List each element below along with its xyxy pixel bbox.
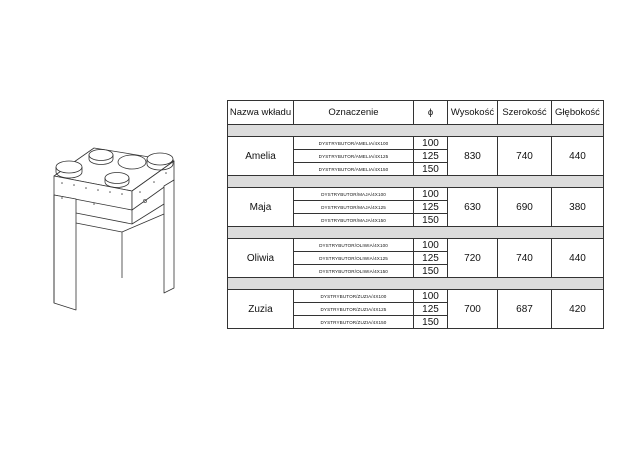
header-phi: ɸ: [414, 101, 448, 125]
product-code: DYSTRYBUTOR/OLIWIA/4X125: [294, 252, 414, 265]
depth-value: 420: [552, 290, 604, 329]
product-code: DYSTRYBUTOR/AMELIA/4X100: [294, 137, 414, 150]
product-name: Maja: [228, 188, 294, 227]
table-row: [228, 137, 604, 150]
table-header-row: [228, 101, 604, 125]
header-depth: Głębokość: [552, 101, 604, 125]
header-height: Wysokość: [448, 101, 498, 125]
height-value: 720: [448, 239, 498, 278]
diameter: 100: [414, 239, 448, 252]
depth-value: 380: [552, 188, 604, 227]
product-code: DYSTRYBUTOR/OLIWIA/4X150: [294, 265, 414, 278]
product-code: DYSTRYBUTOR/MAJA/4X125: [294, 201, 414, 214]
depth-value: 440: [552, 239, 604, 278]
group-separator: [228, 278, 604, 290]
group-separator: [228, 125, 604, 137]
width-value: 687: [498, 290, 552, 329]
diameter: 125: [414, 150, 448, 163]
diameter: 100: [414, 137, 448, 150]
table-row: [228, 188, 604, 201]
product-code: DYSTRYBUTOR/OLIWIA/4X100: [294, 239, 414, 252]
height-value: 830: [448, 137, 498, 176]
width-value: 740: [498, 137, 552, 176]
diameter: 150: [414, 163, 448, 176]
diameter: 150: [414, 265, 448, 278]
diameter: 150: [414, 214, 448, 227]
depth-value: 440: [552, 137, 604, 176]
product-code: DYSTRYBUTOR/AMELIA/4X125: [294, 150, 414, 163]
product-name: Oliwia: [228, 239, 294, 278]
product-spec-table: [227, 100, 604, 329]
group-separator: [228, 176, 604, 188]
diameter: 125: [414, 252, 448, 265]
group-separator: [228, 227, 604, 239]
header-width: Szerokość: [498, 101, 552, 125]
diameter: 125: [414, 201, 448, 214]
header-code: Oznaczenie: [294, 101, 414, 125]
product-code: DYSTRYBUTOR/ZUZIA/4X100: [294, 290, 414, 303]
diameter: 100: [414, 290, 448, 303]
product-code: DYSTRYBUTOR/MAJA/4X150: [294, 214, 414, 227]
product-code: DYSTRYBUTOR/ZUZIA/4X125: [294, 303, 414, 316]
product-name: Amelia: [228, 137, 294, 176]
product-name: Zuzia: [228, 290, 294, 329]
height-value: 700: [448, 290, 498, 329]
table-row: [228, 239, 604, 252]
product-code: DYSTRYBUTOR/ZUZIA/4X150: [294, 316, 414, 329]
header-name: Nazwa wkładu: [228, 101, 294, 125]
table-row: [228, 290, 604, 303]
height-value: 630: [448, 188, 498, 227]
diameter: 125: [414, 303, 448, 316]
diameter: 150: [414, 316, 448, 329]
product-code: DYSTRYBUTOR/AMELIA/4X150: [294, 163, 414, 176]
diameter: 100: [414, 188, 448, 201]
product-code: DYSTRYBUTOR/MAJA/4X100: [294, 188, 414, 201]
distributor-box-drawing: [14, 128, 210, 314]
width-value: 690: [498, 188, 552, 227]
width-value: 740: [498, 239, 552, 278]
